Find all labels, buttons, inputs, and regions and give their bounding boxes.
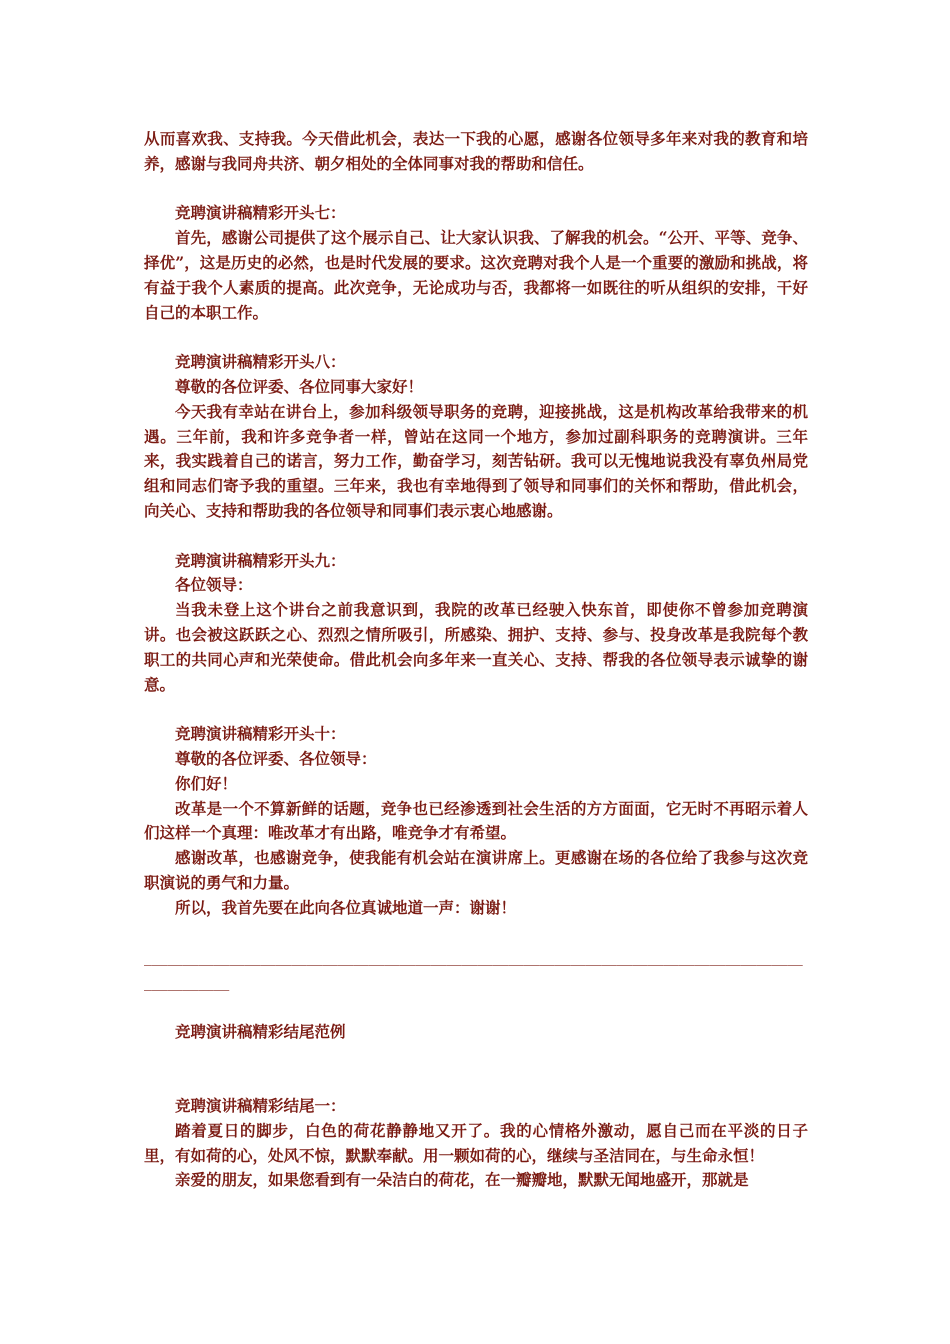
spacer — [144, 995, 808, 1020]
divider-line: ________________________________________________________________________________________________ — [144, 948, 803, 992]
paragraph: 首先，感谢公司提供了这个展示自己、让大家认识我、了解我的机会。“公开、平等、竞争、择优”，这是历史的必然，也是时代发展的要求。这次竞聘对我个人是一个重要的激励和挑战，将有益于我个人素质的提高。此次竞争，无论成功与否，我都将一如既往的听从组织的安排，干好自己的本职工作。 — [144, 228, 808, 322]
section-heading: 竞聘演讲稿精彩开头八： — [175, 352, 346, 372]
section-heading: 竞聘演讲稿精彩结尾一： — [175, 1096, 346, 1116]
greeting: 各位领导： — [175, 575, 253, 595]
paragraph: 今天我有幸站在讲台上，参加科级领导职务的竞聘，迎接挑战，这是机构改革给我带来的机遇。三年前，我和许多竞争者一样，曾站在这同一个地方，参加过副科职务的竞聘演讲。三年来，我实践着自己的诺言，努力工作，勤奋学习，刻苦钻研。我可以无愧地说我没有辜负州局党组和同志们寄予我的重望。三年来，我也有幸地得到了领导和同事们的关怀和帮助，借此机会，向关心、支持和帮助我的各位领导和同事们表示衷心地感谢。 — [144, 401, 808, 520]
paragraph: 感谢改革，也感谢竞争，使我能有机会站在演讲席上。更感谢在场的各位给了我参与这次竞职演说的勇气和力量。 — [144, 848, 808, 892]
spacer — [144, 1044, 808, 1094]
paragraph: 当我未登上这个讲台之前我意识到，我院的改革已经驶入快东首，即使你不曾参加竞聘演讲。也会被这跃跃之心、烈烈之情所吸引，所感染、拥护、支持、参与、投身改革是我院每个教职工的共同心声和光荣使命。借此机会向多年来一直关心、支持、帮我的各位领导表示诚挚的谢意。 — [144, 600, 808, 694]
spacer — [144, 325, 808, 350]
spacer — [144, 177, 808, 202]
section-heading: 竞聘演讲稿精彩开头十： — [175, 724, 346, 744]
spacer — [144, 524, 808, 549]
section-heading: 竞聘演讲稿精彩开头七： — [175, 203, 346, 223]
section-title: 竞聘演讲稿精彩结尾范例 — [175, 1021, 346, 1041]
paragraph: 踏着夏日的脚步，白色的荷花静静地又开了。我的心情格外激动，愿自己而在平淡的日子里，有如荷的心，处风不惊，默默奉献。用一颗如荷的心，继续与圣洁同在，与生命永恒！ — [144, 1120, 808, 1165]
section-heading: 竞聘演讲稿精彩开头九： — [175, 550, 346, 570]
paragraph: 改革是一个不算新鲜的话题，竞争也已经渗透到社会生活的方方面面，它无时不再昭示着人们这样一个真理：唯改革才有出路，唯竞争才有希望。 — [144, 798, 808, 843]
spacer — [144, 921, 808, 946]
greeting: 尊敬的各位评委、各位同事大家好！ — [175, 376, 424, 396]
paragraph: 从而喜欢我、支持我。今天借此机会，表达一下我的心愿，感谢各位领导多年来对我的教育和培养，感谢与我同舟共济、朝夕相处的全体同事对我的帮助和信任。 — [144, 129, 808, 173]
greeting: 你们好！ — [175, 773, 238, 793]
greeting: 尊敬的各位评委、各位领导： — [175, 748, 377, 768]
spacer — [144, 697, 808, 722]
document-page — [144, 127, 808, 1193]
paragraph: 所以，我首先要在此向各位真诚地道一声：谢谢！ — [175, 897, 517, 917]
paragraph: 亲爱的朋友，如果您看到有一朵洁白的荷花，在一瓣瓣地，默默无闻地盛开，那就是 — [175, 1170, 749, 1190]
